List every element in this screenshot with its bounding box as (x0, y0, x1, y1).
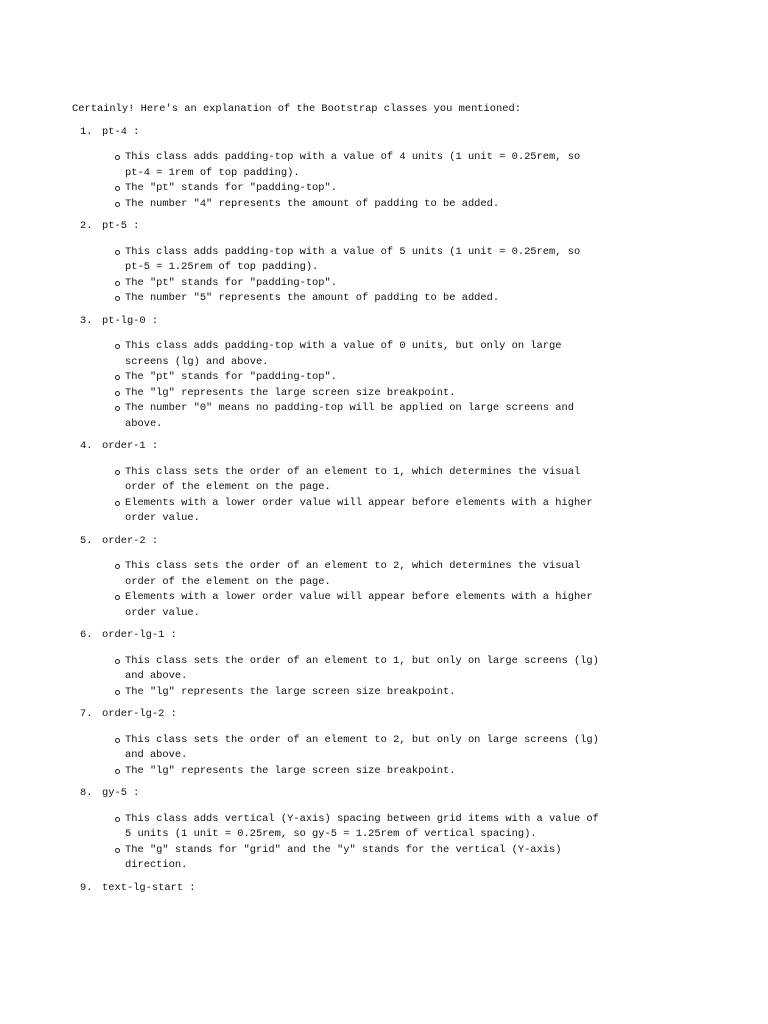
list-item (72, 786, 602, 874)
item-number: 1. (80, 125, 93, 138)
bullet-list (102, 245, 602, 307)
bullet-list (102, 654, 602, 701)
bullet-item: The "lg" represents the large screen size breakpoint. (125, 386, 602, 402)
list-item (72, 707, 602, 779)
document-body (72, 102, 602, 903)
bullet-item: The "lg" represents the large screen size breakpoint. (125, 685, 602, 701)
bullet-item: This class sets the order of an element to 1, which determines the visual order of the element on the page. (125, 465, 602, 496)
class-term: order-1 : (102, 440, 159, 452)
bullet-item: The "g" stands for "grid" and the "y" stands for the vertical (Y-axis) direction. (125, 843, 602, 874)
bullet-item: The number "5" represents the amount of padding to be added. (125, 291, 602, 307)
bullet-item: This class adds padding-top with a value of 5 units (1 unit = 0.25rem, so pt-5 = 1.25rem of top padding). (125, 245, 602, 276)
bullet-list (102, 812, 602, 874)
bullet-item: The "pt" stands for "padding-top". (125, 370, 602, 386)
list-item (72, 534, 602, 622)
bullet-item: This class sets the order of an element to 2, which determines the visual order of the element on the page. (125, 559, 602, 590)
bullet-item: The "pt" stands for "padding-top". (125, 276, 602, 292)
item-number: 2. (80, 220, 93, 232)
class-term: text-lg-start : (102, 881, 196, 894)
class-term: pt-5 : (102, 220, 140, 232)
class-term: order-2 : (102, 534, 159, 547)
list-item (72, 314, 602, 433)
list-item (72, 628, 602, 700)
bullet-item: Elements with a lower order value will appear before elements with a higher order value. (125, 590, 602, 621)
bullet-item: This class adds padding-top with a value of 0 units, but only on large screens (lg) and above. (125, 339, 602, 370)
item-number: 4. (80, 440, 93, 452)
class-term: order-lg-1 : (102, 629, 177, 641)
class-term: pt-lg-0 : (102, 314, 159, 327)
item-number: 7. (80, 708, 93, 720)
list-item (72, 125, 602, 213)
bullet-list (102, 559, 602, 621)
list-item (72, 219, 602, 307)
bullet-item: This class adds vertical (Y-axis) spacing between grid items with a value of 5 units (1 unit = 0.25rem, so gy-5 = 1.25rem of vertical spacing). (125, 812, 602, 843)
bullet-item: The "pt" stands for "padding-top". (125, 181, 602, 197)
bullet-list (102, 465, 602, 527)
class-term: pt-4 : (102, 125, 140, 138)
item-number: 6. (80, 629, 93, 641)
bullet-item: The number "0" means no padding-top will be applied on large screens and above. (125, 401, 602, 432)
bullet-item: The number "4" represents the amount of padding to be added. (125, 197, 602, 213)
bullet-item: This class sets the order of an element to 1, but only on large screens (lg) and above. (125, 654, 602, 685)
item-number: 3. (80, 314, 93, 327)
item-number: 9. (80, 881, 93, 894)
item-number: 5. (80, 534, 93, 547)
bullet-list (102, 733, 602, 780)
bullet-item: Elements with a lower order value will appear before elements with a higher order value. (125, 496, 602, 527)
bullet-list (102, 150, 602, 212)
class-term: gy-5 : (102, 787, 140, 799)
list-item (72, 439, 602, 527)
intro-text: Certainly! Here's an explanation of the Bootstrap classes you mentioned: (72, 103, 521, 115)
class-list (72, 125, 602, 897)
item-number: 8. (80, 787, 93, 799)
bullet-list (102, 339, 602, 432)
bullet-item: This class sets the order of an element to 2, but only on large screens (lg) and above. (125, 733, 602, 764)
list-item (72, 881, 602, 897)
bullet-item: This class adds padding-top with a value of 4 units (1 unit = 0.25rem, so pt-4 = 1rem of top padding). (125, 150, 602, 181)
class-term: order-lg-2 : (102, 708, 177, 720)
bullet-item: The "lg" represents the large screen size breakpoint. (125, 764, 602, 780)
